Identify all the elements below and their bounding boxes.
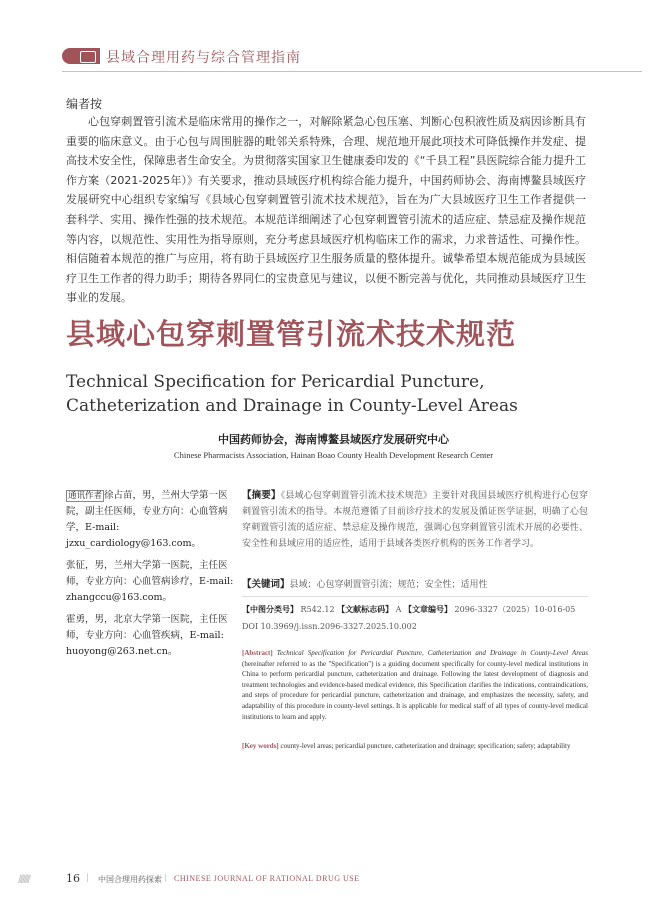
meta-divider [242, 596, 588, 597]
article-title-en: Technical Specification for Pericardial Puncture, Catheterization and Drainage in County-Level Areas [66, 372, 518, 416]
doi: DOI 10.3969/j.issn.2096-3327.2025.10.002 [242, 622, 417, 631]
journal-name-en: CHINESE JOURNAL OF RATIONAL DRUG USE [174, 874, 360, 883]
running-header [62, 47, 642, 67]
keywords-cn-text: 县域；心包穿刺置管引流；规范；安全性；适用性 [289, 580, 488, 590]
footer-ornament-icon: //////// [18, 874, 29, 885]
correspondence-block [66, 488, 238, 666]
footer-divider: | [164, 873, 167, 882]
journal-name-cn: 中国合理用药探索 [98, 875, 162, 884]
abstract-en [242, 648, 588, 722]
editor-note-label: 编者按 [66, 97, 103, 111]
article-id-label: 【文章编号】 [403, 605, 452, 614]
keywords-en [242, 741, 588, 752]
editor-note-text: 心包穿刺置管引流术是临床常用的操作之一，对解除紧急心包压塞、判断心包积液性质及病因诊断具有重要的临床意义。由于心包与周围脏器的毗邻关系特殊，合理、规范地开展此项技术可降低操作并发症、提高技术安全性，保障患者生命安全。为贯彻落实国家卫生健康委印发的《“千县工程”县医院综合能力提升工作方案（2021-2025年）》有关要求，推动县域医疗机构综合能力提升，中国药师协会、海南博鳌县域医疗发展研究中心组织专家编写《县域心包穿刺置管引流术技术规范》，旨在为广大县域医疗卫生工作者提供一套科学、实用、操作性强的技术规范。本规范详细阐述了心包穿刺置管引流术的适应症、禁忌症及操作规范等内容，以规范性、实用性为指导原则，充分考虑县域医疗机构临床工作的需求，力求普适性、可操作性。相信随着本规范的推广与应用，将有助于县域医疗卫生服务质量的整体提升。诚挚希望本规范能成为县域医疗卫生工作者的得力助手；期待各界同仁的宝贵意见与建议，以便不断完善与优化，共同推动县域医疗卫生事业的发展。 [66, 115, 586, 305]
footer-divider: | [86, 873, 89, 882]
abstract-cn-text: 《县域心包穿刺置管引流术技术规范》主要针对我国县域医疗机构进行心包穿刺置管引流术的指导。本规范遵循了目前诊疗技术的发展及循证医学证据，明确了心包穿刺置管引流的适应症、禁忌症及操作规范，强调心包穿刺置管引流术开展的必要性、安全性和县域应用的适应性，适用于县域各类医疗机构的医务工作者学习。 [242, 491, 588, 549]
doc-code-label: 【文献标志码】 [337, 605, 394, 614]
journal-logo-icon [62, 48, 100, 64]
correspondent-1 [66, 488, 238, 552]
abstract-en-italic: Technical Specification for Pericardial Puncture, Catheterization and Drainage in County-Level Areas [276, 649, 589, 657]
keywords-en-text: county-level areas; pericardial puncture, catheterization and drainage; specification; safety; adaptability [278, 742, 571, 750]
abstract-en-label: [Abstract] [242, 649, 273, 657]
correspondent-label: 通讯作者 [68, 491, 103, 501]
article-id-value: 2096-3327（2025）10-016-05 [454, 605, 576, 614]
authors-cn: 中国药师协会，海南博鳌县域医疗发展研究中心 [218, 433, 449, 446]
abstract-en-text: (hereinafter referred to as the "Specification") is a guiding document specifically for county-level medical institutions in China to perform pericardial puncture, catheterization and drainage. Following the latest development of diagnosis and treatment technologies and evidence-based medical evidence, this Specification clarifies the indications, contraindications, and steps of procedure for pericardial puncture, catheterization and drainage, and emphasizes the necessity, safety, and adaptability of this procedure in county-level settings. It is applicable for medical staff of all types of county-level medical institutions to learn and apply. [242, 659, 588, 721]
section-title: 县域合理用药与综合管理指南 [106, 50, 301, 66]
clc-value: R542.12 [300, 605, 335, 614]
doc-code-value: A [395, 605, 402, 614]
classification-line [242, 604, 588, 615]
keywords-en-label: [Key words] [242, 742, 279, 750]
abstract-cn [242, 488, 588, 552]
article-title-cn: 县域心包穿刺置管引流术技术规范 [66, 317, 517, 351]
page-footer [18, 871, 658, 889]
keywords-cn-label: 【关键词】 [242, 579, 290, 590]
clc-label: 【中图分类号】 [242, 605, 298, 614]
correspondent-1-text: 徐占苗，男，兰州大学第一医院，副主任医师，专业方向：心血管病学，E-mail: jzxu_cardiology@163.com。 [66, 490, 228, 549]
page-number: 16 [66, 872, 80, 885]
abstract-cn-label: 【摘要】 [242, 490, 281, 501]
correspondent-3: 霍勇，男，北京大学第一医院，主任医师，专业方向：心血管疾病，E-mail: huoyong@263.net.cn。 [66, 614, 228, 657]
authors-en: Chinese Pharmacists Association, Hainan Boao County Health Development Research Center [173, 450, 494, 460]
header-divider [62, 71, 642, 72]
keywords-cn [242, 576, 588, 590]
correspondent-2: 张征，男，兰州大学第一医院，主任医师，专业方向：心血管病诊疗，E-mail: zhangccu@163.com。 [66, 560, 234, 603]
